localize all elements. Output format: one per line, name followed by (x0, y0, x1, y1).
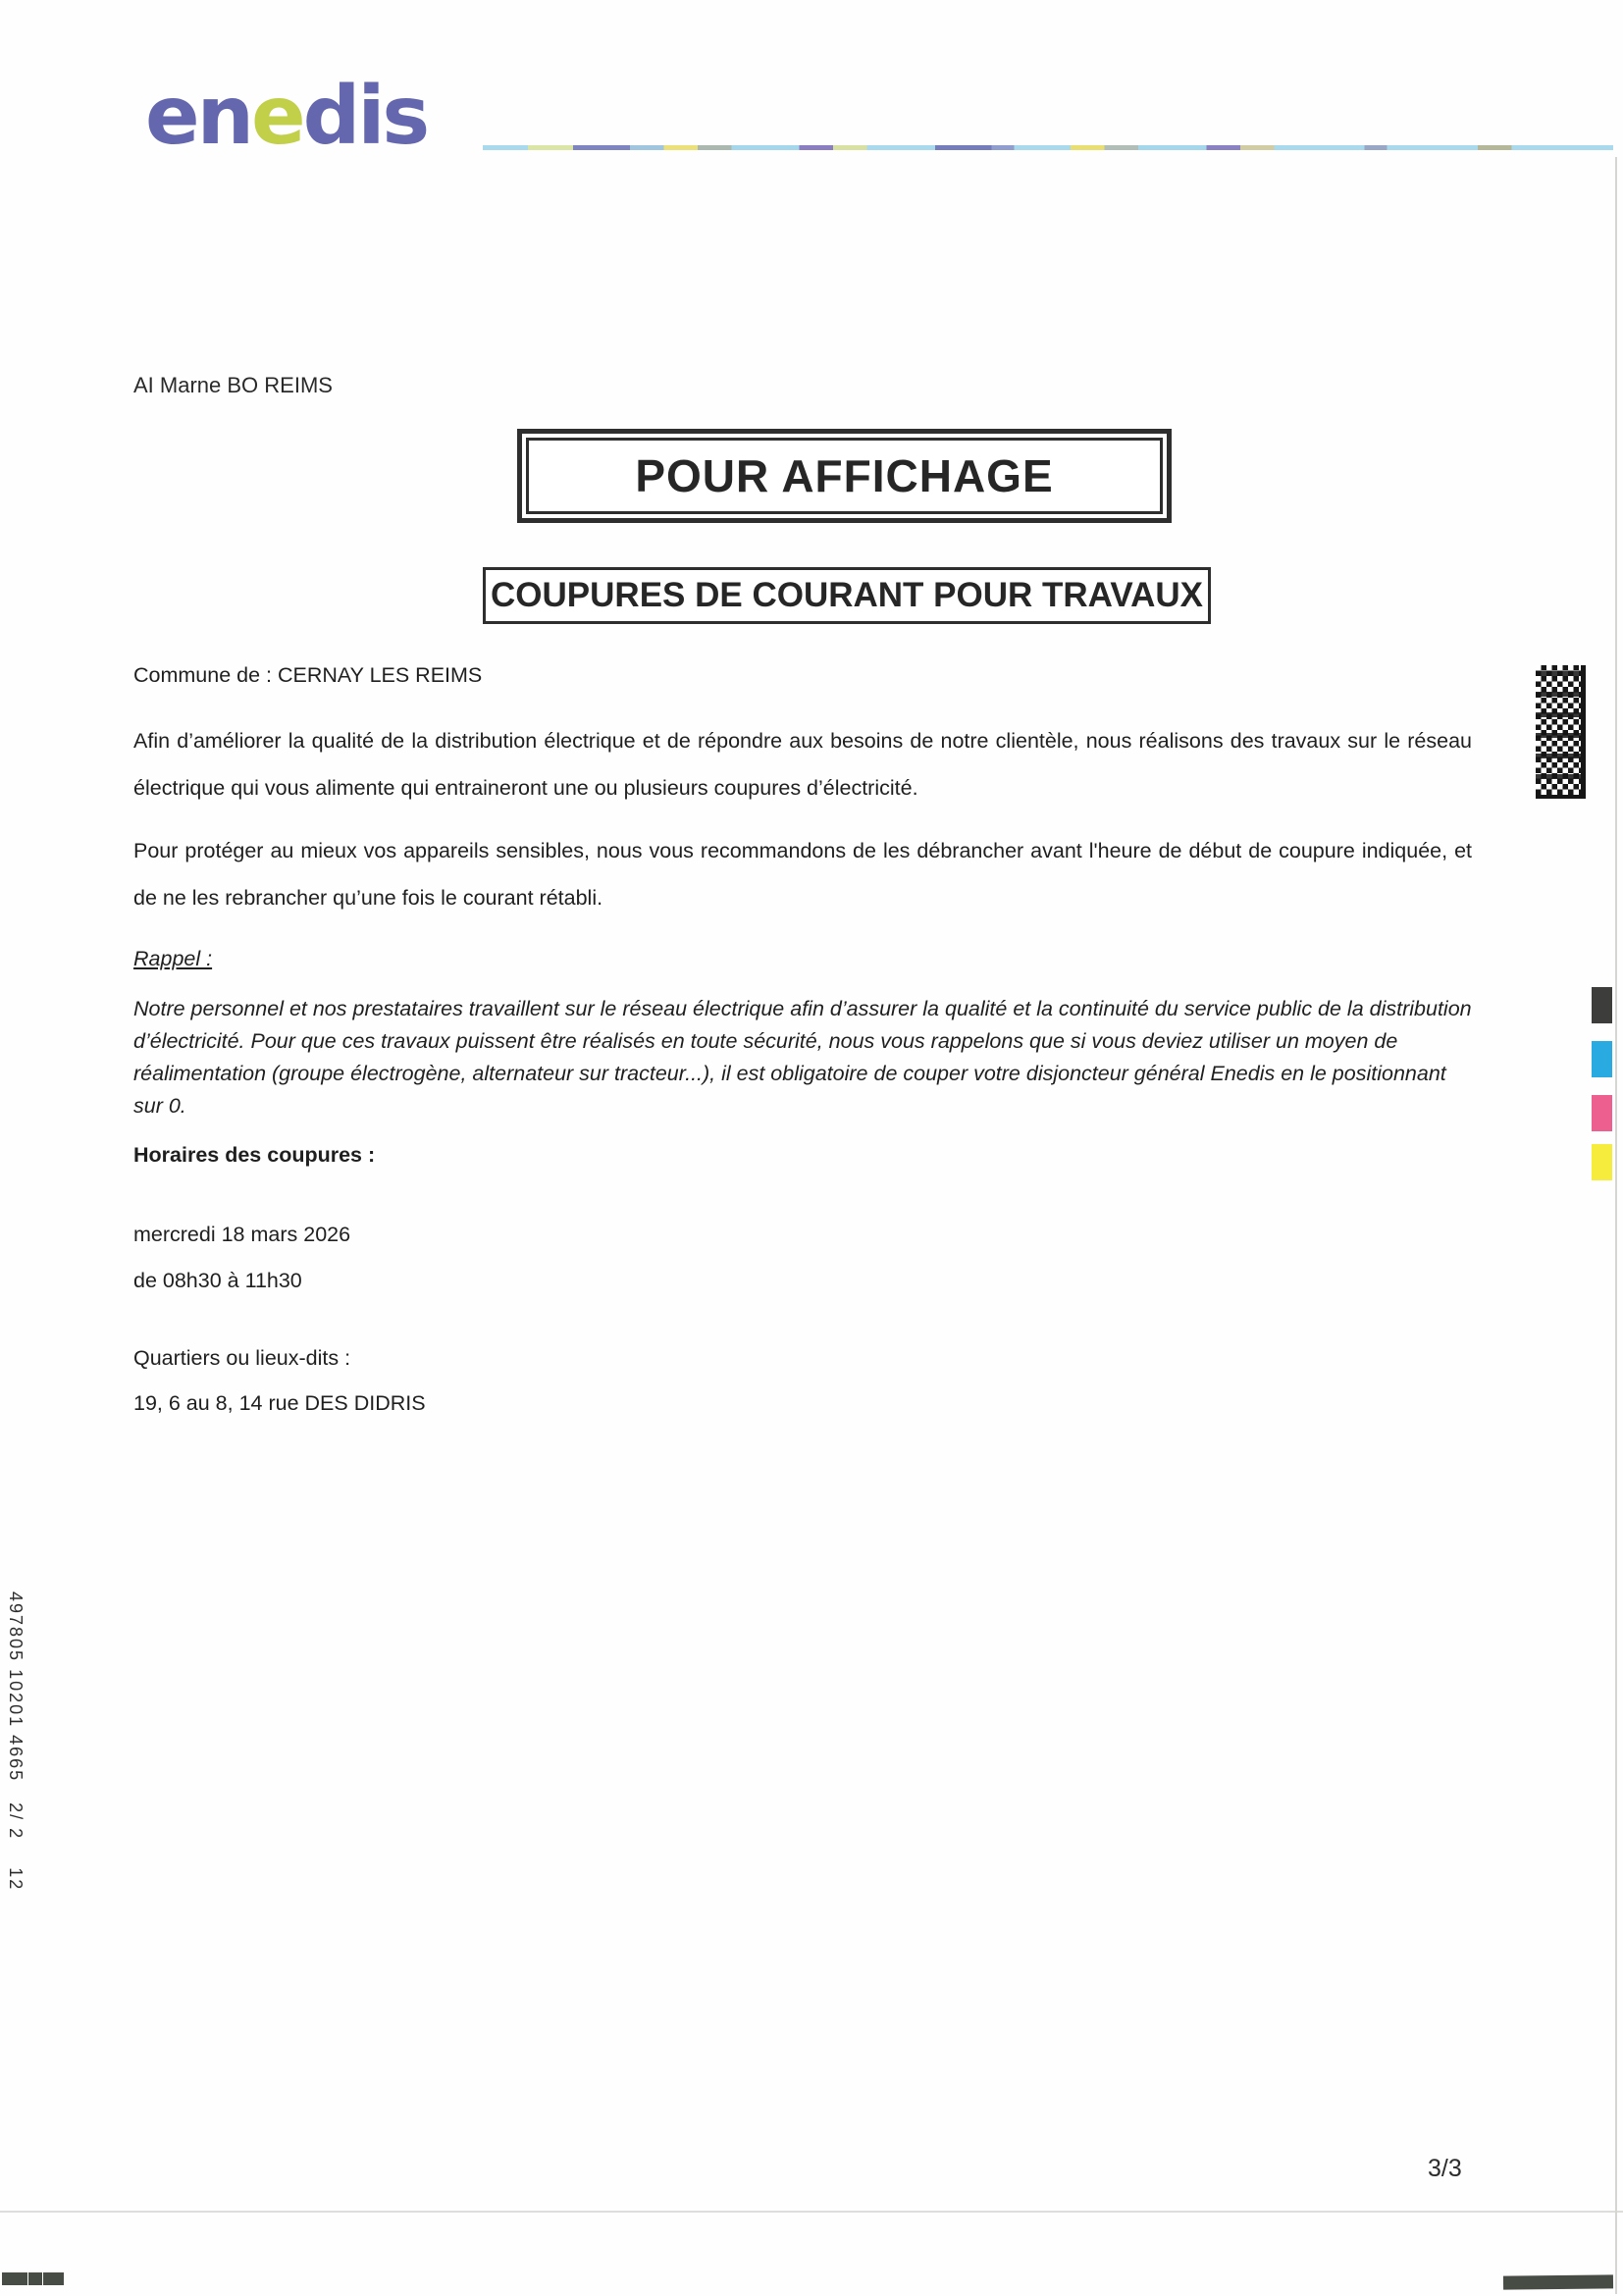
pour-affichage-banner (517, 429, 1172, 523)
datamatrix-barcode (1536, 665, 1586, 799)
logo-text-prefix: en (145, 70, 251, 163)
scan-line-horizontal (0, 2211, 1623, 2213)
print-mark-segment (28, 2272, 42, 2285)
rappel-label: Rappel : (133, 947, 213, 970)
enedis-logo (145, 70, 428, 163)
intro-paragraph: Afin d’améliorer la qualité de la distribution électrique et de répondre aux besoins de notre clientèle, nous réalisons des travaux sur le réseau électrique qui vous alimente qui entraineront une ou plusieurs coupures d’électricité. (133, 729, 1472, 800)
brand-divider-line (483, 145, 1613, 150)
body-content (133, 663, 1472, 1437)
calibration-mark-yellow (1592, 1144, 1612, 1180)
commune-line: Commune de : CERNAY LES REIMS (133, 663, 483, 687)
calibration-mark-cyan (1592, 1041, 1612, 1077)
banner-title: POUR AFFICHAGE (526, 438, 1163, 514)
print-mark-segment (2, 2272, 27, 2285)
print-mark-segment (43, 2272, 64, 2285)
agency-label: AI Marne BO REIMS (133, 373, 333, 397)
bottom-left-print-mark (2, 2272, 65, 2285)
calibration-mark-magenta (1592, 1095, 1612, 1131)
quartiers-value: 19, 6 au 8, 14 rue DES DIDRIS (133, 1391, 426, 1415)
coupures-title-box: COUPURES DE COURANT POUR TRAVAUX (483, 567, 1211, 624)
logo-text-suffix: dis (302, 70, 428, 163)
rappel-paragraph: Notre personnel et nos prestataires travaillent sur le réseau électrique afin d’assurer la qualité et la continuité du service public de la distribution d’électricité. Pour que ces travaux puissent être réalisés en toute sécurité, nous vous rappelons que si vous deviez utiliser un moyen de réalimentation (groupe électrogène, alternateur sur tracteur...), il est obligatoire de couper votre disjoncteur général Enedis en le positionnant sur 0. (133, 996, 1472, 1118)
logo-text-accent: e (251, 70, 303, 163)
print-code-sidebar: 497805 10201 4665 2/ 2 12 (6, 1592, 26, 1892)
quartiers-label: Quartiers ou lieux-dits : (133, 1345, 351, 1370)
horaires-label: Horaires des coupures : (133, 1143, 376, 1167)
outage-date: mercredi 18 mars 2026 (133, 1223, 351, 1246)
page-number: 3/3 (1428, 2155, 1462, 2182)
scan-line-vertical (1615, 157, 1617, 2294)
bottom-right-print-mark (1503, 2274, 1613, 2289)
advice-paragraph: Pour protéger au mieux vos appareils sensibles, nous vous recommandons de les débrancher avant l'heure de début de coupure indiquée, et de ne les rebrancher qu’une fois le courant rétabli. (133, 839, 1472, 910)
calibration-mark-black (1592, 987, 1612, 1023)
outage-time: de 08h30 à 11h30 (133, 1268, 302, 1292)
